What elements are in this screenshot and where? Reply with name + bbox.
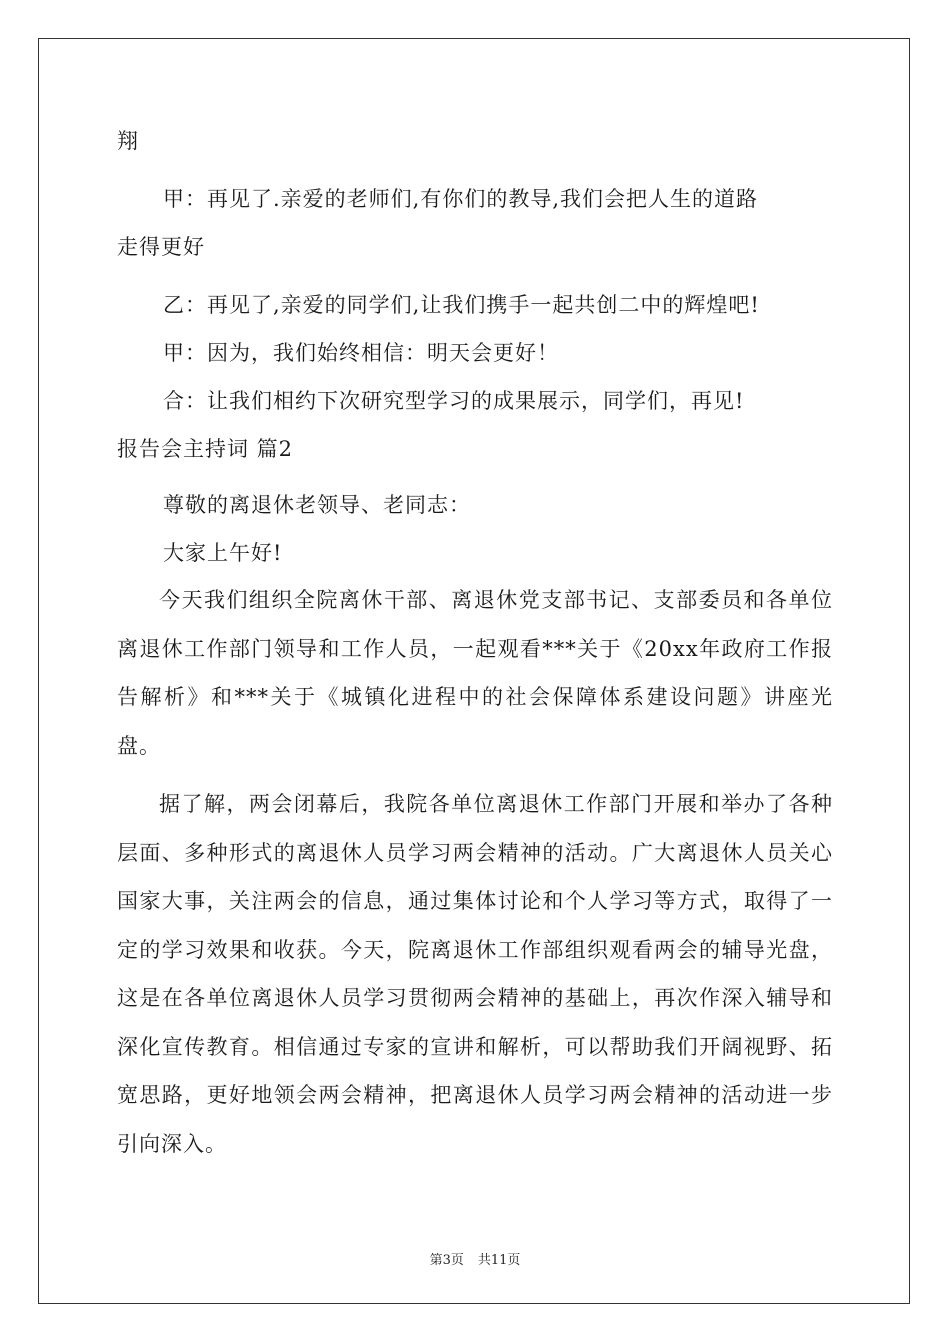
page-total: 共11页 bbox=[477, 1253, 521, 1268]
text-line: 乙：再见了,亲爱的同学们,让我们携手一起共创二中的辉煌吧! bbox=[163, 293, 760, 317]
paragraph: 据了解，两会闭幕后，我院各单位离退休工作部门开展和举办了各种层面、多种形式的离退休人员学习两会精神的活动。广大离退休人员关心国家大事，关注两会的信息，通过集体讨论和个人学习等方式，取得了一定的学习效果和收获。今天，院离退休工作部组织观看两会的辅导光盘，这是在各单位离退休人员学习贯彻两会精神的基础上，再次作深入辅导和深化宣传教育。相信通过专家的宣讲和解析，可以帮助我们开阔视野、拓宽思路，更好地领会两会精神，把离退休人员学习两会精神的活动进一步引向深入。 bbox=[117, 792, 833, 1156]
section-heading: 报告会主持词 篇2 bbox=[117, 437, 294, 461]
salutation: 尊敬的离退休老领导、老同志： bbox=[163, 493, 471, 517]
text-line: 走得更好 bbox=[117, 235, 205, 259]
page-footer bbox=[0, 1249, 950, 1268]
text-line: 甲：因为，我们始终相信：明天会更好！ bbox=[163, 341, 559, 365]
text-line: 合：让我们相约下次研究型学习的成果展示，同学们，再见! bbox=[163, 389, 745, 413]
paragraph: 今天我们组织全院离休干部、离退休党支部书记、支部委员和各单位离退休工作部门领导和工作人员，一起观看***关于《20xx年政府工作报告解析》和***关于《城镇化进程中的社会保障体系建设问题》讲座光盘。 bbox=[117, 588, 833, 758]
text-line: 甲：再见了.亲爱的老师们,有你们的教导,我们会把人生的道路 bbox=[163, 187, 759, 211]
page-number: 第3页 bbox=[429, 1253, 464, 1268]
greeting: 大家上午好! bbox=[163, 541, 283, 565]
text-line: 翔 bbox=[117, 129, 139, 153]
